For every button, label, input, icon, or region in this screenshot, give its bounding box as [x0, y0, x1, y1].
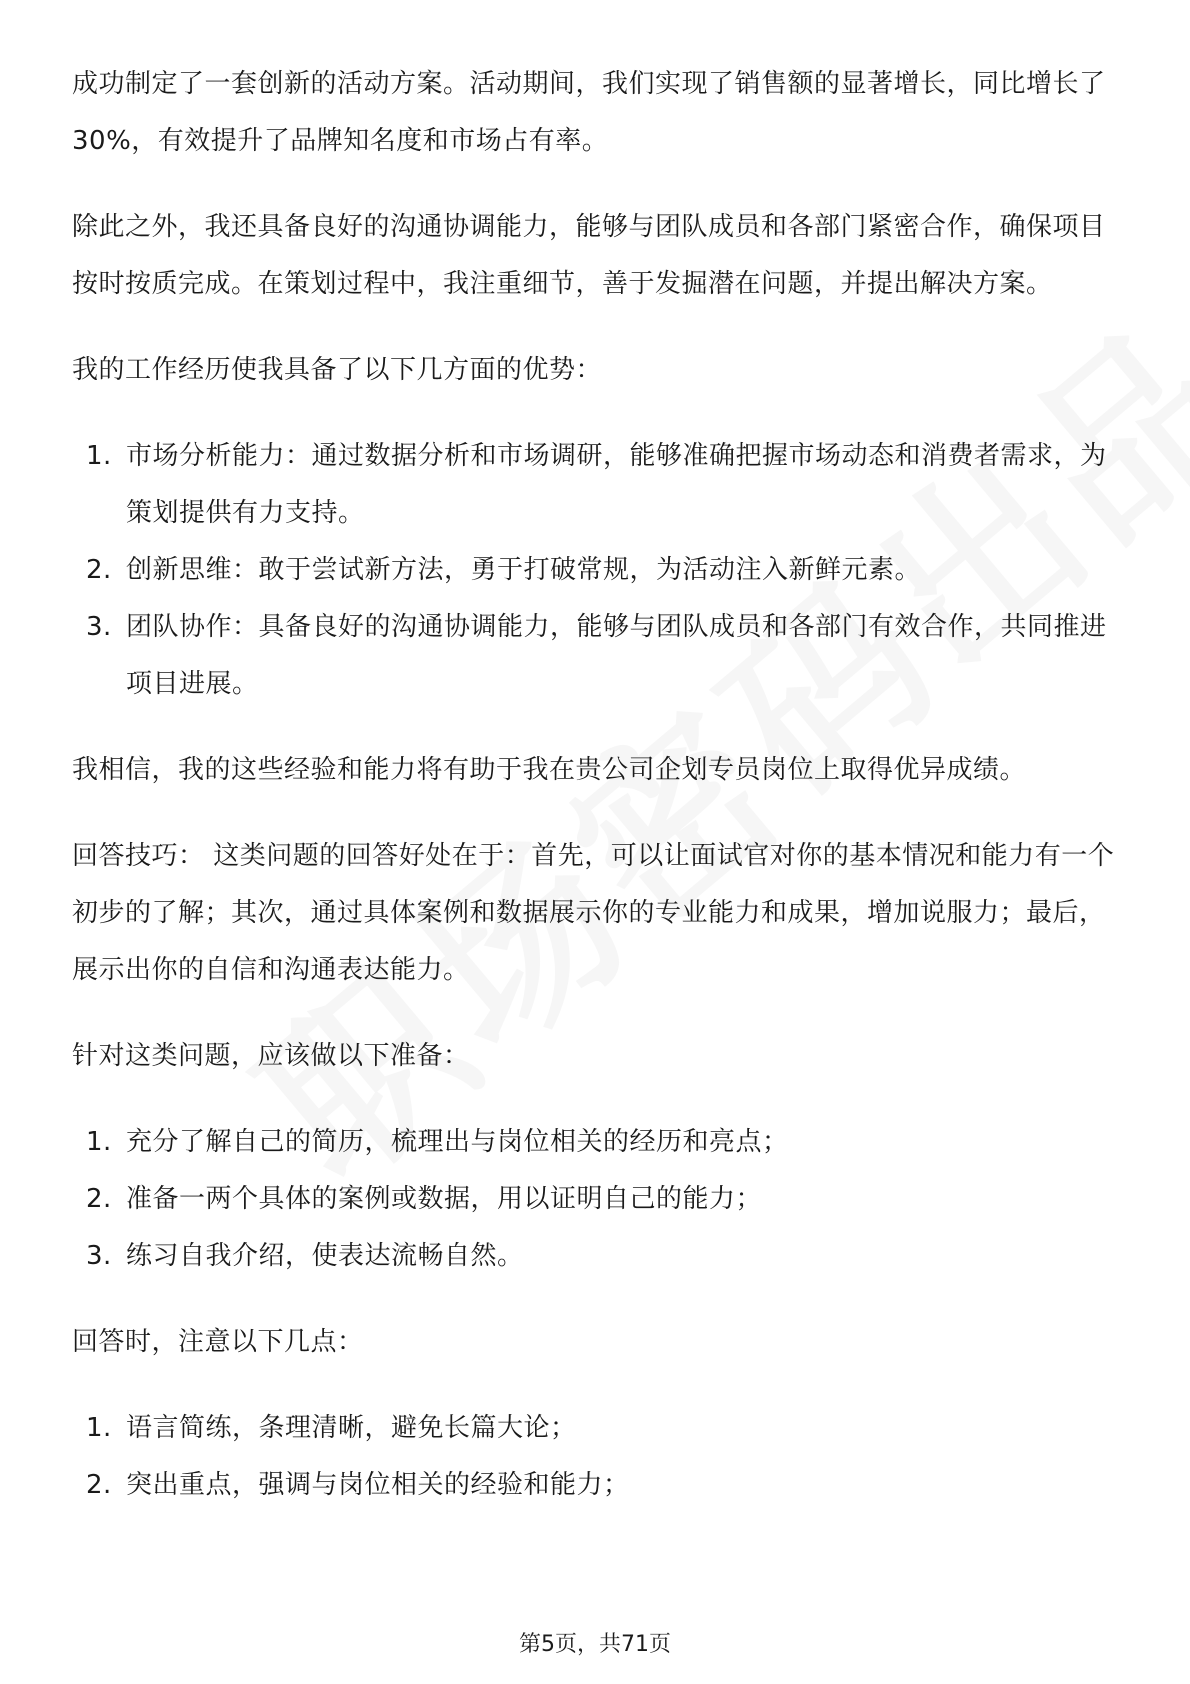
list-item [72, 542, 1118, 599]
list-item-text: 团队协作：具备良好的沟通协调能力，能够与团队成员和各部门有效合作，共同推进项目进展。 [126, 612, 1107, 699]
list-item [72, 599, 1118, 713]
list-item [72, 1114, 1118, 1171]
list-number: 2. [86, 1470, 112, 1500]
list-item [72, 1400, 1118, 1457]
list-item-text: 市场分析能力：通过数据分析和市场调研，能够准确把握市场动态和消费者需求，为策划提供有力支持。 [126, 441, 1107, 528]
list-item [72, 1457, 1118, 1514]
list-number: 1. [86, 1413, 112, 1443]
list-item [72, 1228, 1118, 1285]
paragraph: 回答技巧： 这类问题的回答好处在于：首先，可以让面试官对你的基本情况和能力有一个初步的了解；其次，通过具体案例和数据展示你的专业能力和成果，增加说服力；最后，展示出你的自信和沟通表达能力。 [72, 841, 1115, 985]
paragraph: 我相信，我的这些经验和能力将有助于我在贵公司企划专员岗位上取得优异成绩。 [72, 755, 1027, 785]
list-item-text: 充分了解自己的简历，梳理出与岗位相关的经历和亮点； [126, 1127, 789, 1157]
list-item-text: 语言简练，条理清晰，避免长篇大论； [126, 1413, 577, 1443]
list-item [72, 428, 1118, 542]
paragraph: 针对这类问题，应该做以下准备： [72, 1041, 470, 1071]
notes-list [72, 1400, 1118, 1514]
document-body [72, 56, 1118, 1543]
list-item-text: 突出重点，强调与岗位相关的经验和能力； [126, 1470, 630, 1500]
preparation-list [72, 1114, 1118, 1285]
list-item-text: 创新思维：敢于尝试新方法，勇于打破常规，为活动注入新鲜元素。 [126, 555, 922, 585]
list-item-text: 准备一两个具体的案例或数据，用以证明自己的能力； [126, 1184, 763, 1214]
list-number: 3. [86, 1241, 112, 1271]
paragraph: 成功制定了一套创新的活动方案。活动期间，我们实现了销售额的显著增长，同比增长了30%，有效提升了品牌知名度和市场占有率。 [72, 69, 1106, 156]
list-number: 1. [86, 1127, 112, 1157]
list-number: 2. [86, 1184, 112, 1214]
list-item-text: 练习自我介绍，使表达流畅自然。 [126, 1241, 524, 1271]
list-number: 2. [86, 555, 112, 585]
list-number: 3. [86, 612, 112, 642]
paragraph: 回答时，注意以下几点： [72, 1327, 364, 1357]
paragraph: 我的工作经历使我具备了以下几方面的优势： [72, 355, 603, 385]
paragraph: 除此之外，我还具备良好的沟通协调能力，能够与团队成员和各部门紧密合作，确保项目按时按质完成。在策划过程中，我注重细节，善于发掘潜在问题，并提出解决方案。 [72, 212, 1106, 299]
list-number: 1. [86, 441, 112, 471]
advantages-list [72, 428, 1118, 713]
page-footer: 第5页，共71页 [519, 1632, 671, 1657]
list-item [72, 1171, 1118, 1228]
